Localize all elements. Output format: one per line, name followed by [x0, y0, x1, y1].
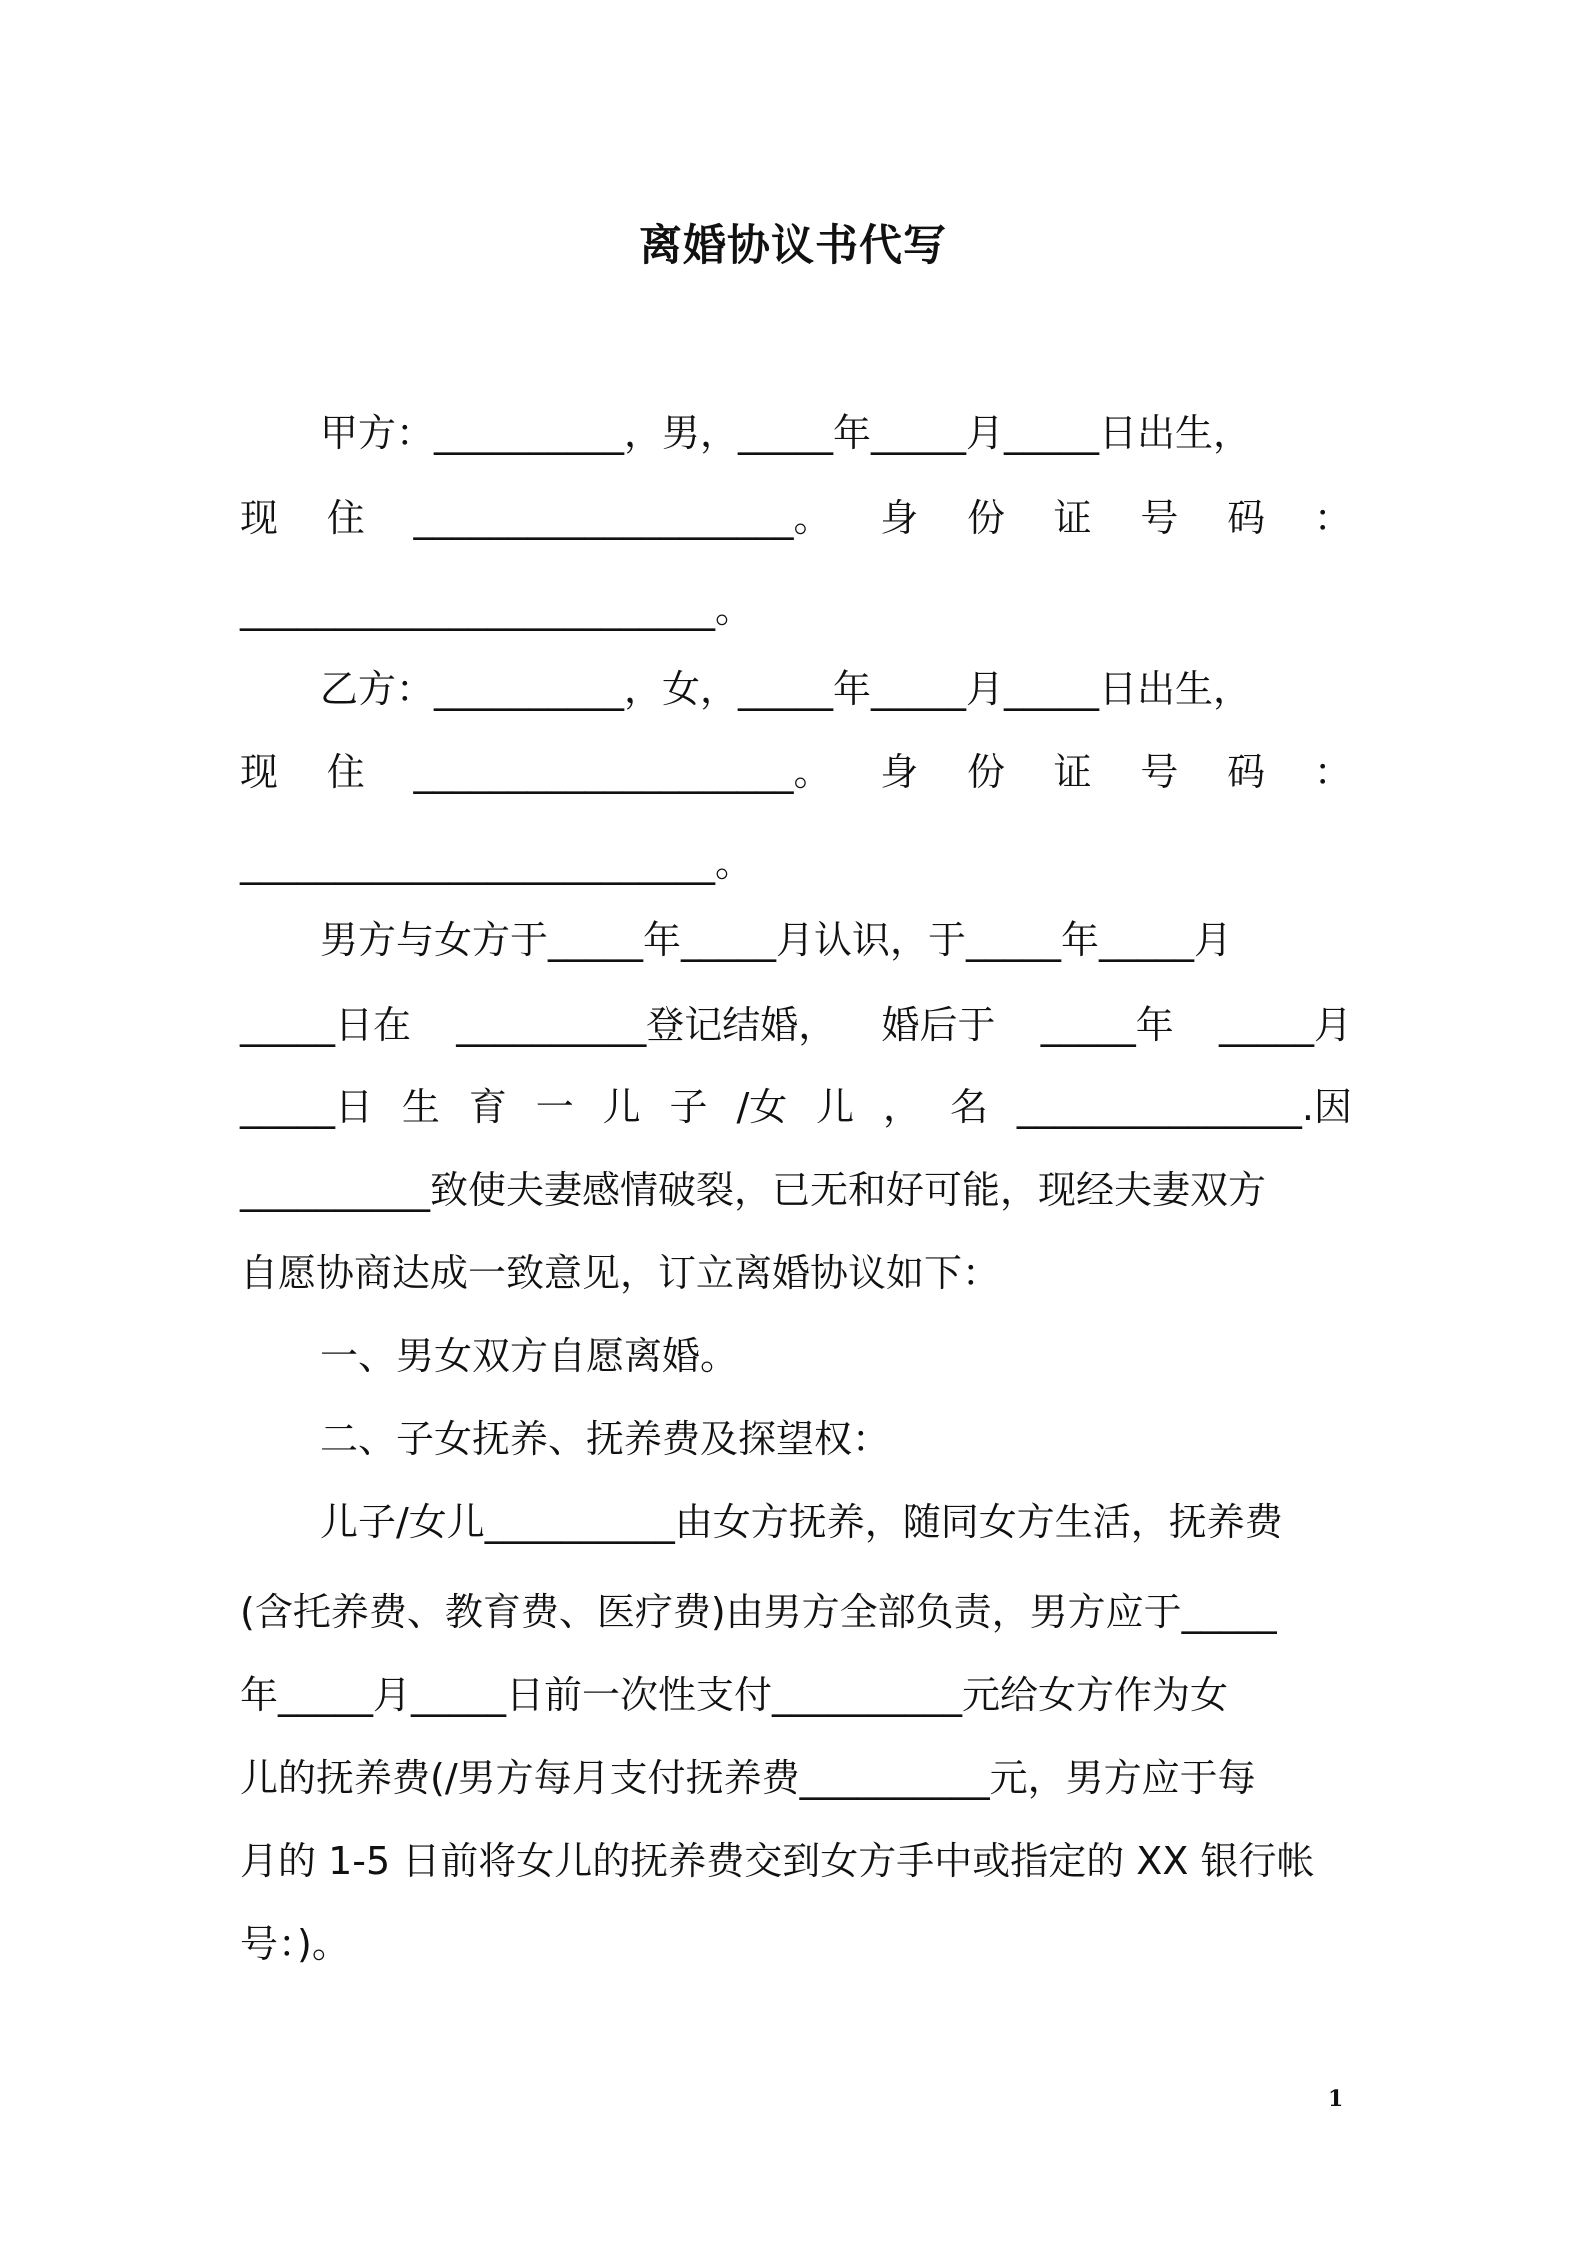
text-token: _____年	[1040, 1003, 1174, 1047]
text-token: 身	[880, 496, 919, 540]
clause-2-heading: 二、子女抚养、抚养费及探望权：	[320, 1417, 891, 1461]
text-token: 现	[240, 750, 279, 794]
text-token: 身	[880, 750, 919, 794]
text-token: 码	[1227, 496, 1266, 540]
clause-2-line-2: (含托养费、教育费、医疗费)由男方全部负责，男方应于_____	[240, 1590, 1277, 1634]
text-token: _______________.因	[1016, 1085, 1352, 1129]
intro-line-1: 男方与女方于_____年_____月认识，于_____年_____月	[320, 918, 1233, 962]
party-b-line-3: _________________________。	[240, 841, 754, 885]
text-token: _____日	[240, 1085, 374, 1129]
text-token: ____________________。	[413, 496, 832, 540]
text-token: 一	[535, 1085, 574, 1129]
clause-2-line-3: 年_____月_____日前一次性支付__________元给女方作为女	[240, 1673, 1229, 1717]
text-token: ，	[883, 1085, 922, 1129]
text-token: ____________________。	[413, 750, 832, 794]
text-token: 住	[326, 496, 365, 540]
text-token: 号	[1140, 750, 1179, 794]
text-token: 子	[669, 1085, 708, 1129]
party-a-line-1: 甲方：__________，男，_____年_____月_____日出生，	[320, 411, 1252, 455]
text-token: 码	[1227, 750, 1266, 794]
clause-2-line-4: 儿的抚养费(/男方每月支付抚养费__________元，男方应于每	[240, 1756, 1256, 1800]
clause-1: 一、男女双方自愿离婚。	[320, 1334, 739, 1378]
clause-2-line-1: 儿子/女儿__________由女方抚养，随同女方生活，抚养费	[320, 1500, 1283, 1544]
text-token: 育	[468, 1085, 507, 1129]
text-token: _____月	[1218, 1003, 1352, 1047]
party-b-line-1: 乙方：__________，女，_____年_____月_____日出生，	[320, 667, 1252, 711]
text-token: 证	[1053, 750, 1092, 794]
party-b-line-2	[240, 747, 1352, 797]
text-token: 现	[240, 496, 279, 540]
party-a-line-3: _________________________。	[240, 587, 754, 631]
text-token: 婚后于	[881, 1003, 996, 1047]
text-token: 名	[949, 1085, 988, 1129]
text-token: 生	[401, 1085, 440, 1129]
text-token: __________登记结婚，	[456, 1003, 837, 1047]
text-token: 住	[326, 750, 365, 794]
text-token: 儿	[602, 1085, 641, 1129]
intro-line-4: __________致使夫妻感情破裂，已无和好可能，现经夫妻双方	[240, 1168, 1267, 1212]
clause-2-line-6: 号：)。	[240, 1922, 350, 1966]
text-token: 号	[1140, 496, 1179, 540]
text-token: _____日在	[240, 1003, 412, 1047]
page-number: 1	[1328, 2086, 1344, 2112]
text-token: 证	[1053, 496, 1092, 540]
text-token: ：	[1313, 496, 1352, 540]
text-token: 份	[966, 750, 1005, 794]
text-token: 儿	[816, 1085, 855, 1129]
text-token: ：	[1313, 750, 1352, 794]
text-token: 份	[966, 496, 1005, 540]
document-title: 离婚协议书代写	[639, 221, 947, 271]
intro-line-2	[240, 1000, 1352, 1050]
clause-2-line-5: 月的 1-5 日前将女儿的抚养费交到女方手中或指定的 XX 银行帐	[240, 1839, 1315, 1883]
text-token: /女	[736, 1085, 788, 1129]
intro-line-5: 自愿协商达成一致意见，订立离婚协议如下：	[240, 1251, 1001, 1295]
party-a-line-2	[240, 493, 1352, 543]
intro-line-3	[240, 1082, 1352, 1132]
